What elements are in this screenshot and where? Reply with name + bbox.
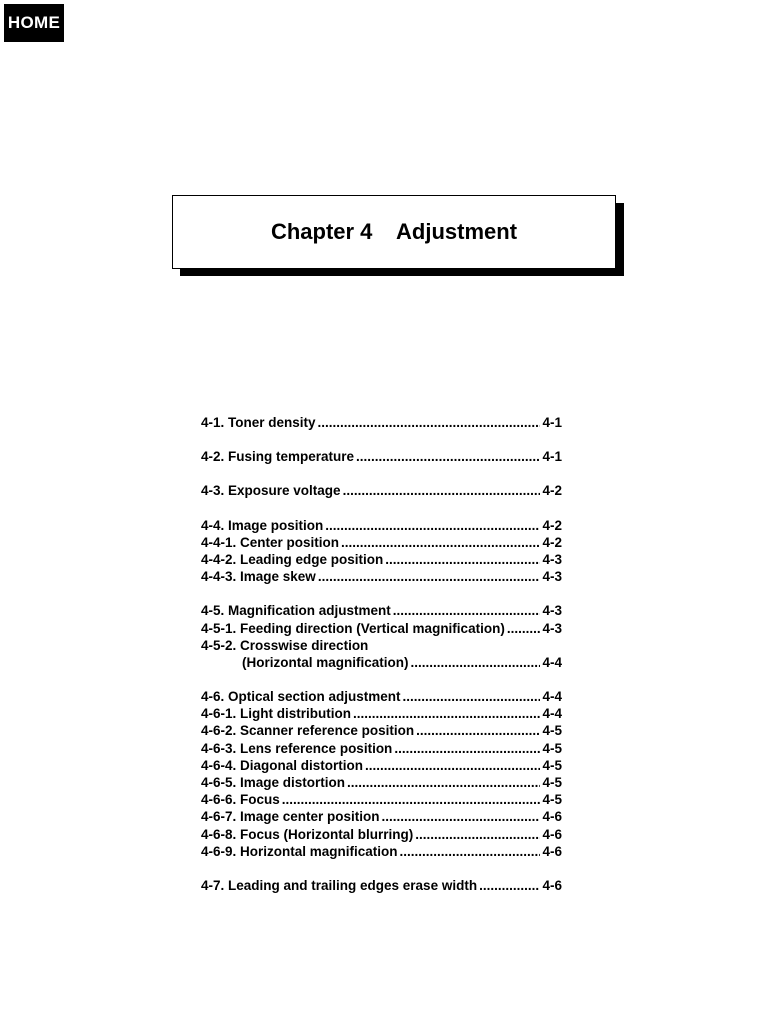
toc-entry[interactable] <box>201 602 562 619</box>
toc-entry-page: 4-5 <box>542 775 562 790</box>
toc-entry[interactable] <box>201 414 562 431</box>
toc-entry[interactable] <box>201 757 562 774</box>
toc-entry-label: 4-6-3. Lens reference position <box>201 740 393 756</box>
toc-entry[interactable] <box>201 534 562 551</box>
toc-entry-label: 4-4-2. Leading edge position <box>201 551 384 567</box>
toc-entry[interactable] <box>201 568 562 585</box>
toc-entry-page: 4-6 <box>542 826 562 842</box>
toc-entry-label: 4-4. Image position <box>201 517 324 533</box>
toc-entry-label: 4-6-1. Light distribution <box>201 706 351 722</box>
toc-entry-label: 4-3. Exposure voltage <box>201 483 341 499</box>
toc-dot-leader <box>415 826 540 843</box>
toc-entry-label: 4-4-3. Image skew <box>201 569 316 585</box>
toc-entry[interactable] <box>201 448 562 465</box>
toc-entry-label: 4-5-1. Feeding direction (Vertical magnification) <box>201 620 505 636</box>
toc-entry[interactable] <box>201 482 562 499</box>
toc-entry[interactable] <box>201 620 562 637</box>
toc-group <box>201 602 562 671</box>
table-of-contents <box>201 414 562 911</box>
toc-entry-page: 4-5 <box>542 723 562 739</box>
toc-entry[interactable] <box>201 551 562 568</box>
toc-dot-leader <box>343 482 541 499</box>
toc-entry-label: 4-6-7. Image center position <box>201 809 380 825</box>
toc-dot-leader <box>318 568 541 585</box>
toc-entry[interactable] <box>201 791 562 808</box>
toc-entry[interactable] <box>201 637 562 654</box>
toc-entry-page: 4-6 <box>542 877 562 893</box>
toc-entry-page: 4-5 <box>542 740 562 756</box>
toc-dot-leader <box>365 757 540 774</box>
toc-entry[interactable] <box>201 774 562 791</box>
toc-entry-page: 4-3 <box>542 569 562 585</box>
toc-entry-label: 4-6-5. Image distortion <box>201 775 346 790</box>
toc-entry-page: 4-6 <box>542 843 562 859</box>
toc-dot-leader <box>356 448 540 465</box>
toc-entry[interactable] <box>201 654 562 671</box>
toc-dot-leader <box>416 722 540 739</box>
toc-dot-leader <box>341 534 540 551</box>
toc-entry[interactable] <box>201 877 562 894</box>
toc-entry-page: 4-2 <box>542 517 562 533</box>
toc-dot-leader <box>325 517 540 534</box>
toc-group <box>201 482 562 499</box>
toc-entry[interactable] <box>201 826 562 843</box>
toc-entry[interactable] <box>201 688 562 705</box>
toc-entry-label: 4-6-9. Horizontal magnification <box>201 843 398 859</box>
toc-entry[interactable] <box>201 705 562 722</box>
toc-group <box>201 517 562 586</box>
toc-entry-page: 4-3 <box>542 551 562 567</box>
toc-dot-leader <box>318 414 541 431</box>
toc-dot-leader <box>282 791 541 808</box>
toc-group <box>201 448 562 465</box>
toc-entry-label: 4-6. Optical section adjustment <box>201 689 401 705</box>
chapter-title-box <box>172 195 616 269</box>
toc-entry-label: (Horizontal magnification) <box>242 654 409 670</box>
toc-dot-leader <box>479 877 540 894</box>
toc-entry-label: 4-7. Leading and trailing edges erase width <box>201 877 478 893</box>
toc-dot-leader <box>347 774 540 791</box>
toc-entry-page: 4-3 <box>542 603 562 619</box>
toc-entry-label: 4-4-1. Center position <box>201 534 340 550</box>
toc-entry[interactable] <box>201 740 562 757</box>
toc-entry-label: 4-5. Magnification adjustment <box>201 603 391 619</box>
toc-entry-page: 4-1 <box>542 415 562 430</box>
chapter-title: Chapter 4 Adjustment <box>270 219 518 244</box>
toc-entry-page: 4-5 <box>542 757 562 773</box>
toc-group <box>201 877 562 894</box>
toc-dot-leader <box>507 620 541 637</box>
toc-dot-leader <box>400 843 541 860</box>
toc-dot-leader <box>353 705 540 722</box>
toc-entry[interactable] <box>201 808 562 825</box>
toc-entry[interactable] <box>201 843 562 860</box>
toc-entry-page: 4-5 <box>542 792 562 808</box>
toc-entry-label: 4-6-6. Focus <box>201 792 280 808</box>
toc-dot-leader <box>382 808 541 825</box>
toc-entry-label: 4-5-2. Crosswise direction <box>201 637 369 653</box>
toc-entry-label: 4-6-2. Scanner reference position <box>201 723 415 739</box>
toc-entry-label: 4-2. Fusing temperature <box>201 449 355 465</box>
toc-entry-label: 4-6-8. Focus (Horizontal blurring) <box>201 826 414 842</box>
toc-entry-page: 4-1 <box>542 449 562 465</box>
toc-dot-leader <box>385 551 540 568</box>
toc-entry[interactable] <box>201 517 562 534</box>
toc-entry-page: 4-2 <box>542 534 562 550</box>
toc-dot-leader <box>394 740 540 757</box>
toc-entry-page: 4-4 <box>542 654 562 670</box>
toc-entry-page: 4-3 <box>542 620 562 636</box>
toc-entry-label: 4-6-4. Diagonal distortion <box>201 757 364 773</box>
toc-entry-page: 4-4 <box>542 689 562 705</box>
toc-entry[interactable] <box>201 722 562 739</box>
toc-dot-leader <box>393 602 541 619</box>
toc-entry-page: 4-4 <box>542 706 562 722</box>
toc-entry-page: 4-2 <box>542 483 562 499</box>
home-button[interactable]: HOME <box>4 4 64 42</box>
toc-group <box>201 688 562 860</box>
toc-group <box>201 414 562 431</box>
toc-entry-label: 4-1. Toner density <box>201 415 316 430</box>
toc-dot-leader <box>403 688 541 705</box>
toc-dot-leader <box>411 654 541 671</box>
toc-entry-page: 4-6 <box>542 809 562 825</box>
